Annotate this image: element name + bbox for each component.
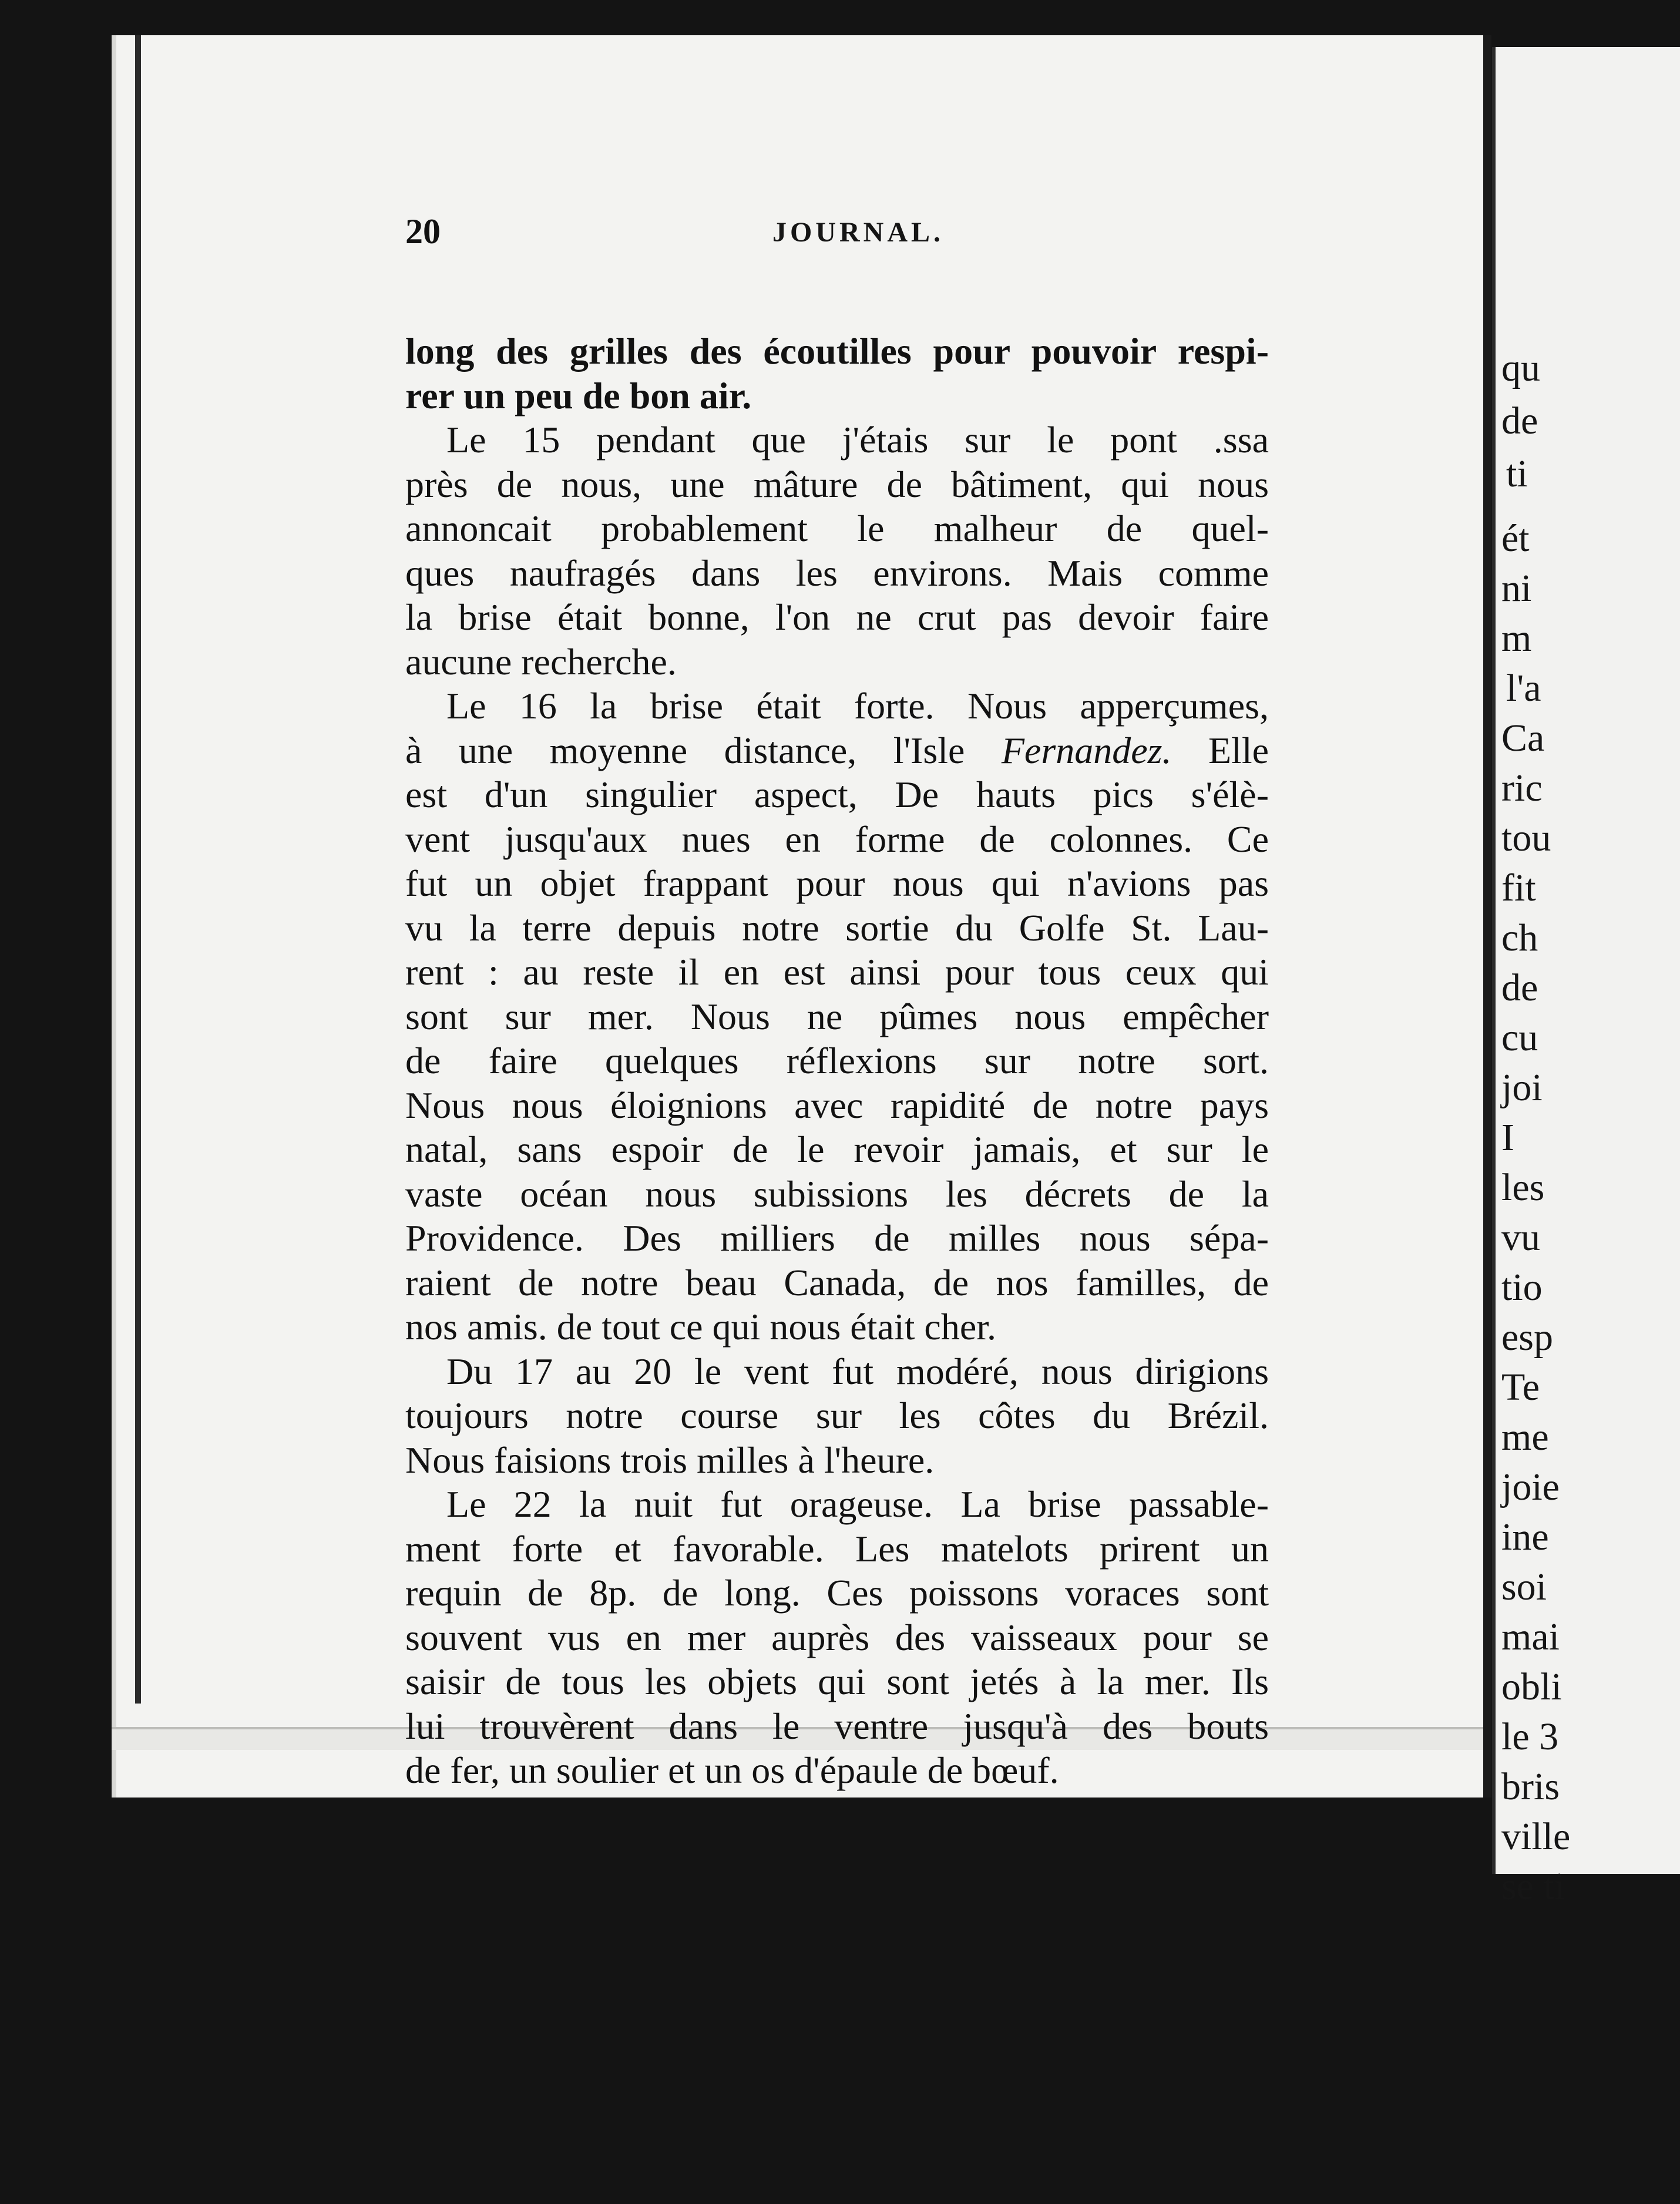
facing-page-fragment: Ca xyxy=(1501,717,1545,760)
text-line: annoncait probablement le malheur de quel- xyxy=(405,508,1269,549)
facing-page-fragment: tio xyxy=(1501,1266,1543,1309)
text-line-with-italic xyxy=(405,728,1269,773)
text-line: nos amis. de tout ce qui nous était cher. xyxy=(405,1306,996,1348)
running-title: JOURNAL. xyxy=(772,217,945,248)
text-line: long des grilles des écoutilles pour pouvoir respi- xyxy=(405,330,1269,372)
facing-page-fragment: fit xyxy=(1501,866,1536,909)
text-line: de fer, un soulier et un os d'épaule de bœuf. xyxy=(405,1749,1059,1791)
facing-page-fragment: esp xyxy=(1501,1316,1553,1359)
facing-page-fragment: joi xyxy=(1501,1066,1543,1109)
text-line: ment forte et favorable. Les matelots prirent un xyxy=(405,1527,1269,1570)
facing-page-fragment: joie xyxy=(1501,1466,1560,1508)
text-line: Le 15 pendant que j'étais sur le pont .ssa xyxy=(446,419,1269,461)
facing-page-fragment: se ti xyxy=(1501,1865,1565,1908)
body-text xyxy=(405,329,1269,1793)
text-line: requin de 8p. de long. Ces poissons voraces sont xyxy=(405,1572,1269,1614)
text-segment: à une moyenne distance, l'Isle xyxy=(405,729,1002,771)
facing-page-fragment: les xyxy=(1501,1166,1545,1209)
facing-page-fragment: tou xyxy=(1501,817,1551,859)
text-line: lui trouvèrent dans le ventre jusqu'à des bouts xyxy=(405,1705,1269,1747)
text-line: Providence. Des milliers de milles nous sépa- xyxy=(405,1217,1269,1259)
text-line: Nous nous éloignions avec rapidité de notre pays xyxy=(405,1084,1269,1126)
text-line: vaste océan nous subissions les décrets de la xyxy=(405,1172,1269,1215)
text-line: est d'un singulier aspect, De hauts pics s'élè- xyxy=(405,774,1269,815)
text-line: saisir de tous les objets qui sont jetés à la mer. Ils xyxy=(405,1661,1269,1702)
text-segment: Elle xyxy=(1171,729,1269,771)
facing-page-fragment: me xyxy=(1501,1416,1549,1459)
text-line: toujours notre course sur les côtes du Brézil. xyxy=(405,1395,1269,1436)
text-line: Le 16 la brise était forte. Nous apperçumes, xyxy=(446,685,1269,727)
text-line: ques naufragés dans les environs. Mais comme xyxy=(405,552,1269,594)
text-line: fut un objet frappant pour nous qui n'avions pas xyxy=(405,862,1269,904)
text-line: aucune recherche. xyxy=(405,640,677,683)
text-line: raient de notre beau Canada, de nos familles, de xyxy=(405,1261,1269,1303)
italic-place-name: Fernandez. xyxy=(1001,729,1172,771)
facing-page-fragment: vu xyxy=(1501,1216,1540,1259)
facing-page-fragment: qu xyxy=(1501,347,1540,389)
facing-page-fragment: ine xyxy=(1501,1516,1549,1558)
facing-page-fragment: ch xyxy=(1501,916,1538,959)
facing-page-fragment: ét xyxy=(1501,517,1530,560)
facing-page-fragment: ti xyxy=(1506,452,1528,495)
facing-page-fragment: ric xyxy=(1501,767,1543,809)
text-line: rent : au reste il en est ainsi pour tous ceux qui xyxy=(405,951,1269,993)
page-number: 20 xyxy=(405,212,441,251)
facing-page-fragment: cu xyxy=(1501,1016,1538,1059)
facing-page-fragment: m xyxy=(1501,617,1532,660)
text-line: près de nous, une mâture de bâtiment, qui nous xyxy=(405,463,1269,505)
text-line: Du 17 au 20 le vent fut modéré, nous dirigions xyxy=(446,1350,1269,1392)
text-line: rer un peu de bon air. xyxy=(405,374,752,416)
facing-page-fragment: bris xyxy=(1501,1765,1560,1808)
facing-page-fragment: ni xyxy=(1501,567,1532,610)
text-line: souvent vus en mer auprès des vaisseaux pour se xyxy=(405,1616,1269,1658)
text-line: vu la terre depuis notre sortie du Golfe St. Lau- xyxy=(405,906,1269,949)
facing-page-fragment: ville xyxy=(1501,1815,1571,1858)
text-line: la brise était bonne, l'on ne crut pas devoir faire xyxy=(405,596,1269,638)
text-line: sont sur mer. Nous ne pûmes nous empêcher xyxy=(405,995,1269,1037)
facing-page xyxy=(1492,47,1680,1908)
page-binding-edge xyxy=(135,35,141,1704)
facing-page-fragment: obli xyxy=(1501,1665,1562,1708)
text-line: vent jusqu'aux nues en forme de colonnes. Ce xyxy=(405,818,1269,860)
facing-page-fragment: le 3 xyxy=(1501,1715,1559,1758)
facing-page-fragment: I xyxy=(1501,1116,1514,1159)
text-line: de faire quelques réflexions sur notre sort. xyxy=(405,1040,1269,1081)
text-line: Le 22 la nuit fut orageuse. La brise passable- xyxy=(446,1483,1269,1525)
facing-page-fragment: de xyxy=(1501,399,1538,442)
facing-page-fragment: mai xyxy=(1501,1615,1560,1658)
facing-page-fragment: soi xyxy=(1501,1565,1547,1608)
facing-page-fragment: de xyxy=(1501,966,1538,1009)
facing-page-fragment: Te xyxy=(1501,1366,1540,1409)
facing-page-fragment: l'a xyxy=(1506,667,1541,710)
text-line: natal, sans espoir de le revoir jamais, et sur le xyxy=(405,1128,1269,1170)
text-line: Nous faisions trois milles à l'heure. xyxy=(405,1439,935,1481)
